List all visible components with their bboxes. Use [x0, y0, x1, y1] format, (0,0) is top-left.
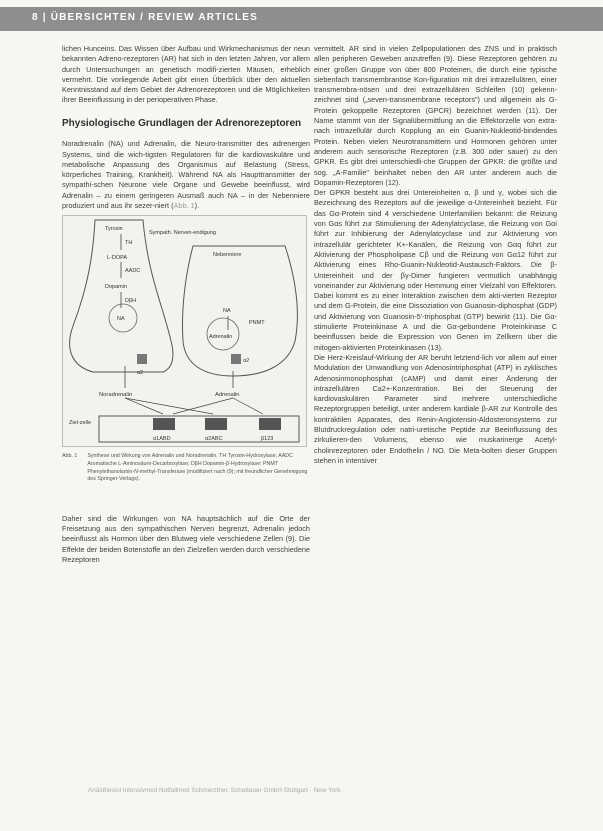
paragraph-physiology [62, 139, 310, 211]
label-na-left: NA [117, 316, 125, 323]
label-th: TH [125, 240, 133, 247]
label-aadc: AADC [125, 268, 141, 275]
alpha2-receptor-left [137, 354, 147, 364]
alpha2-receptor-right [231, 354, 241, 364]
label-alpha2-right: α2 [243, 358, 250, 365]
receptor-alpha1-glyph [153, 418, 175, 430]
label-nerve-ending: Sympath. Nerven-endigung [149, 230, 216, 237]
figure-caption [62, 453, 310, 483]
paragraph-physiology-end: ). [194, 201, 200, 211]
paragraph-cardiovascular: Die Herz-Kreislauf-Wirkung der AR beruht letztend-lich vor allem auf einer Modulation der Umwandlung von Adenosintriphosphat (ATP) in zyklisches Adenosinmonophosphat (cAMP) und damit einer Änderung der intrazellulären Ca2+-Konzentration. Bei der Steuerung der kardiovaskulären Parameter sind mehrere unterschiedliche Rezeptorgruppen beteiligt, unter anderem kardiale β-AR zur Kontrolle des kontraktilen Apparates, des Renin-Angiotensin-Aldosteronsystems zur Blutdruckregulation oder natri-uretische Peptide zur Beeinflussung des zirkulieren-den Volumens, ebenso wie muskarinerge Acetyl-cholinrezeptoren oder Endothelin / NO. Die Meta-bolten dieser Gruppen stehen in intensiver [314, 352, 557, 465]
arrow-na-target1 [125, 398, 163, 414]
figure-diagram [63, 216, 308, 448]
caption-text: Synthese und Wirkung von Adrenalin und Noradrenalin. TH Tyrosin-Hydroxylase; AADC Aromatische L-Aminosäure-Decarboxylase; DβH Dopamin-β-Hydroxylase; PNMT Phenylethanolamin-N-methyl-Transferase (modifiziert nach (9); mit freundlicher Genehmigung des Springer-Verlags). [87, 453, 308, 483]
caption-label: Abb. 1 [62, 453, 78, 460]
label-receptor-alpha1: α1ABD [153, 436, 171, 443]
page-footer: Anästhesiol Intensivmed Notfallmed Schmerzther. Schattauer GmbH Stuttgart · New York [88, 787, 341, 794]
label-na-right: NA [223, 308, 231, 315]
arrow-adr-target1 [173, 398, 233, 414]
paragraph-physiology-text: Noradrenalin (NA) und Adrenalin, die Neuro-transmitter des adrenergen Systems, sind die wich-tigsten Regulatoren für die kardiovaskuläre und metabolische Anpassung des Organismus auf Belastung (Stress, körperliches Training, Krankheit). Während NA als Haupttransmitter der sympathi-schen Neurone viele Organe und Gewebe beeinflusst, wird Adrenalin – zu einem geringeren Ausmaß auch NA – in der Nebenniere produziert und aus ihr sezer-niert ( [62, 139, 310, 211]
figure-1 [62, 215, 307, 447]
paragraph-effects: Daher sind die Wirkungen von NA hauptsächlich auf die Orte der Freisetzung aus den sympathischen Nerven begrenzt, Adrenalin jedoch beeinflusst als Hormon über den Blutweg viele verschiedene Zellen (9). Die Effekte der beiden Botenstoffe an den Zielzellen werden durch verschiedene Rezeptoren [62, 513, 310, 564]
receptor-beta-glyph [259, 418, 281, 430]
label-release-na: Noradrenalin [99, 392, 133, 399]
paragraph-receptors: vermittelt. AR sind in vielen Zellpopulationen des ZNS und in praktisch allen peripheren Geweben anzutreffen (9). Diese Rezeptoren gehören zu einer großen Gruppe von über 800 Proteinen, die durch eine typische siebenfach transmembranöse Kon-figuration mit drei intrazellulären, einer transmembra-nösen und drei extrazellulären Schleifen (10) gekenn-zeichnet sind („seven-transmembrane receptors") und allgemein als G-Protein gekoppelte Rezeptoren (GPCR) bezeichnet werden (11). Der Name stammt von der Signalübermittlung an die Effektorzelle von extra- nach intrazellulär durch Kopplung an ein Guanin-Nukleotid-bindendes Protein. Neben vielen Neurotransmittern und Hormonen gehören unter anderem auch sensorische Rezeptoren (z.B. 300 oder sauer) zu den GPKR. Es gibt drei unterschiedli-che Gruppen der GPKR: die größte und sog. „A-Familie" beinhaltet neben den AR unter anderem auch die Dopamin-Rezeptoren (12). [314, 44, 557, 187]
label-dopa: L-DOPA [107, 255, 128, 262]
label-dbh: DβH [125, 298, 137, 305]
label-receptor-alpha2: α2ABC [205, 436, 223, 443]
arrow-adr-target3 [233, 398, 263, 414]
label-medulla: Nebenniere [213, 252, 242, 259]
section-heading: Physiologische Grundlagen der Adrenorezeptoren [62, 117, 302, 129]
label-receptor-beta: β123 [261, 436, 274, 443]
right-column [314, 44, 557, 466]
paragraph-intro: lichen Hunceins. Das Wissen über Aufbau und Wirkmechanismus der neun bekannten Adreno-rezeptoren (AR) hat sich in den letzten Jahren, vor allem durch Untersuchungen an genetisch modifi-zierten Mäusen, erheblich vermehrt. Die vorliegende Arbeit gibt einen Überblick über den aktuellen Kenntnisstand auf dem Gebiet der Adrenorezeptoren und die Möglichkeiten ihrer Beeinflussung in der perioperativen Phase. [62, 44, 310, 105]
label-release-adr: Adrenalin [215, 392, 240, 399]
label-adrenalin-inner: Adrenalin [209, 334, 233, 341]
paragraph-gprotein: Der GPKR besteht aus drei Untereinheiten α, β und γ, wobei sich die Bezeichnung des Rezeptors auf die jeweilige α-Untereinheit bezieht. Für das Gα-Protein sind 4 verschiedene Unterfamilien bekannt: die Reizung von Gαs führt zur Stimulierung der Adenylatcyclase, die Reizung von Gαi führt zur Inhibierung der Adenylatcyclase und zur Aktivierung von intrazellulär gerichteter K+-Kanälen, die Reizung von Gαq führt zur Aktivierung der Phospholipase Cβ und die Reizung von Gα12 führt zur Aktivierung eines Rho-Guanin-Nukleotid-Austausch-Faktors. Die β-Untereinheit und der βγ-Dimer fungieren vermutlich unabhängig voneinander zur Aktivierung oder Hemmung einer Vielzahl von Effektoren. Dabei kommt es zu einer Interaktion zwischen dem akti-vierten Rezeptor und dem G-Protein, die eine Dissoziation von Guanosin-diphosphat (GDP) und Aktivierung von Guanosin-5'-triphosphat (GTP) bewirkt (11). Die Gα-stimulierte Proteinkinase A und die Gα-gebundene Proteinkinase C beeinflussen beide die Expression von Genen im Zellkern über die mitogen-aktivierten Proteinkinasen (13). [314, 188, 557, 352]
label-alpha2-left: α2 [137, 370, 144, 377]
left-column [62, 44, 310, 565]
arrow-na-target2 [125, 398, 213, 414]
label-target-cell: Ziel-zelle [69, 420, 92, 427]
section-header: 8 | ÜBERSICHTEN / REVIEW ARTICLES [32, 12, 258, 23]
label-dopamin: Dopamin [105, 284, 128, 291]
label-tyrosin: Tyrosin [105, 226, 123, 233]
label-pnmt: PNMT [249, 320, 265, 327]
receptor-alpha2-glyph [205, 418, 227, 430]
figure-reference[interactable]: Abb. 1 [173, 201, 195, 211]
